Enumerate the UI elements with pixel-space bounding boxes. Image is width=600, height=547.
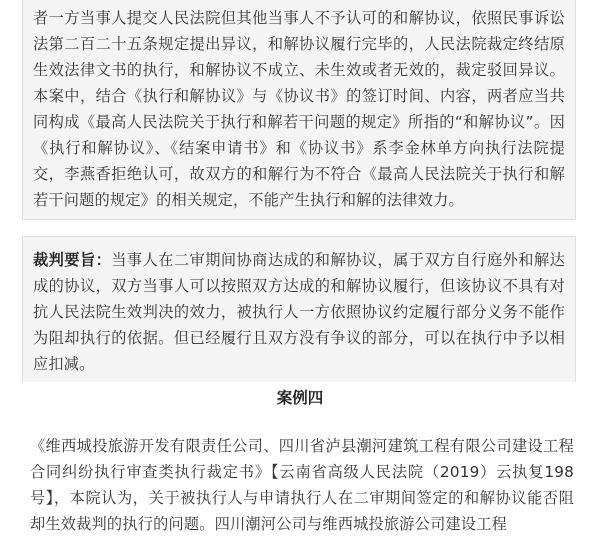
quote-paragraph-1: 者一方当事人提交人民法院但其他当事人不予认可的和解协议，依照民事诉讼法第二百二十五条规定提出异议，和解协议履行完毕的，人民法院裁定终结原生效法律文书的执行，和解协议不成立、未生效或者无效的，裁定驳回异议。本案中，结合《执行和解协议》与《协议书》的签订时间、内容，两者应当共同构成《最高人民法院关于执行和解若干问题的规定》所指的“和解协议”。因《执行和解协议》、《结案申请书》和《协议书》系李金林单方向执行法院提交，李燕香拒绝认可，故双方的和解行为不符合《最高人民法院关于执行和解若干问题的规定》的相关规定，不能产生执行和解的法律效力。 [33,9,565,209]
quote-block-1 [22,0,576,220]
quote-block-2 [22,236,576,382]
ruling-summary-label: 裁判要旨： [33,251,112,269]
ruling-summary-text: 当事人在二审期间协商达成的和解协议，属于双方自行庭外和解达成的协议，双方当事人可以按照双方达成的和解协议履行，但该协议不具有对抗人民法院生效判决的效力，被执行人一方依照协议约定履行部分义务不能作为阻却执行的依据。但已经履行且双方没有争议的部分，可以在执行中予以相应扣减。 [33,251,565,373]
ruling-summary-paragraph [33,247,565,377]
case-body-paragraph: 《维西城投旅游开发有限责任公司、四川省泸县潮河建筑工程有限公司建设工程合同纠纷执行审查类执行裁定书》【云南省高级人民法院（2019）云执复198号】，本院认为，关于被执行人与申请执行人在二审期间签定的和解协议能否阻却生效裁判的执行的问题。四川潮河公司与维西城投旅游公司建设工程 [30,437,574,533]
case-heading: 案例四 [276,389,324,407]
